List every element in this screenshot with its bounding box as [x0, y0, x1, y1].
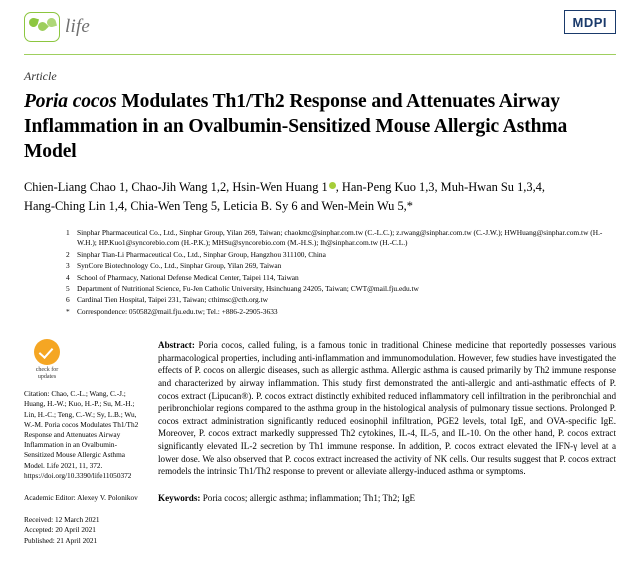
paper-page [0, 10, 640, 578]
affiliation-marker: 2 [66, 249, 70, 259]
page-title [24, 89, 616, 164]
affiliation-item [66, 295, 616, 305]
affiliation-text: SynCore Biotechnology Co., Ltd., Sinphar Group, Yilan 269, Taiwan [77, 261, 282, 271]
abstract-label: Abstract: [158, 340, 195, 351]
title-rest: Modulates Th1/Th2 Response and Attenuates Airway Inflammation in an Ovalbumin-Sensitized Mouse Allergic Asthma Model [24, 91, 568, 162]
affiliation-marker: 5 [66, 284, 70, 294]
crossmark-badge[interactable] [24, 339, 70, 381]
affiliation-marker: 6 [66, 295, 70, 305]
keywords-label: Keywords: [158, 492, 201, 503]
author-line-1b: , Han-Peng Kuo 1,3, Muh-Hwan Su 1,3,4, [335, 180, 545, 194]
author-line-2: Hang-Ching Lin 1,4, Chia-Wen Teng 5, Leticia B. Sy 6 and Wen-Mein Wu 5,* [24, 199, 413, 213]
affiliation-list [66, 228, 616, 317]
lower-content [24, 339, 616, 546]
affiliation-marker: 3 [66, 261, 70, 271]
affiliation-marker: 1 [66, 228, 70, 237]
abstract-text: Poria cocos, called fuling, is a famous tonic in traditional Chinese medicine that reportedly possesses various pharmacological properties, including anti-inflammation and immunomodulation. However, few studies have investigated the effects of P. cocos on allergic diseases, such as allergic asthma. Allergic asthma is caused primarily by Th2 immune response and characterized by airway inflammation. This study first demonstrated the anti-allergic and anti-asthmatic effects of P. cocos extract (Lipucan®). P. cocos extract distinctly exhibited reduced inflammatory cell infiltration in the peribronchial and peribronchiolar regions compared to the asthma group in the histological analysis of pulmonary tissue sections. Prolonged P. cocos extract administration significantly reduced eosinophil infiltration, PGE2 levels, total IgE, and OVA-specific IgE. Moreover, P. cocos extract markedly suppressed Th2 cytokines, IL-4, IL-5, and IL-10. On the other hand, P. cocos extract significantly elevated IL-2 secretion by Th1 immune response. In addition, P. cocos extract elevated the IFN-γ level at a lower dose. We also observed that P. cocos extract increased the activity of NK cells. Our results suggest that P. cocos extract remodels the intrinsic Th1/Th2 response to prevent or alleviate allergy-induced asthma or symptoms. [158, 340, 616, 477]
keywords-text: Poria cocos; allergic asthma; inflammation; Th1; Th2; IgE [202, 492, 416, 503]
crossmark-label-2: updates [37, 374, 57, 381]
journal-name: life [65, 16, 91, 37]
correspondence-text: Correspondence: 050582@mail.fju.edu.tw; Tel.: +886-2-2905-3633 [77, 306, 278, 316]
publisher-logo: MDPI [564, 10, 617, 34]
title-italic-part: Poria cocos [24, 91, 117, 112]
date-received: Received: 12 March 2021 [24, 515, 100, 525]
journal-logo [24, 12, 90, 42]
affiliation-item [66, 250, 616, 260]
abstract-body [158, 339, 616, 478]
affiliation-item [66, 307, 616, 317]
affiliation-text: Department of Nutritional Science, Fu-Jen Catholic University, Hsinchuang 24205, Taiwan; CWT@mail.fju.edu.tw [77, 284, 419, 294]
affiliation-text: Cardinal Tien Hospital, Taipei 231, Taiwan; cthimsc@cth.org.tw [77, 295, 268, 305]
date-accepted: Accepted: 20 April 2021 [24, 525, 96, 535]
page-header [24, 10, 616, 55]
citation-block: Citation: Chao, C.-L.; Wang, C.-J.; Huang, H.-W.; Kuo, H.-P.; Su, M.-H.; Lin, H.-C.; Teng, C.-W.; Sy, L.B.; Wu, W.-M. Poria cocos Modulates Th1/Th2 Response and Attenuates Airway Inflammation in an Ovalbumin-Sensitized Mouse Allergic Asthma Model. Life 2021, 11, 372. https://doi.org/10.3390/life11050372 [24, 389, 139, 480]
affiliation-text: Sinphar Pharmaceutical Co., Ltd., Sinphar Group, Yilan 269, Taiwan; chaokmc@sinphar.com.tw (C.-L.C.); z.rwang@sinphar.com.tw (C.-J.W.); HWHuang@sinphar.com.tw (H.-W.H.); HP.Kuo1@syncorebio.com (H.-P.K.); MHSu@syncorebio.com (M.-H.S.); lh@sinphar.com.tw (H.-C.L.) [77, 228, 603, 248]
crossmark-label-1: check for [35, 367, 59, 374]
keywords-section [158, 492, 616, 505]
affiliation-item [66, 273, 616, 283]
author-line-1: Chien-Liang Chao 1, Chao-Jih Wang 1,2, Hsin-Wen Huang 1 [24, 180, 328, 194]
affiliation-text: School of Pharmacy, National Defense Medical Center, Taipei 114, Taiwan [77, 272, 299, 282]
check-icon [34, 339, 60, 365]
affiliation-item [66, 284, 616, 294]
sidebar [24, 339, 158, 546]
affiliation-text: Sinphar Tian-Li Pharmaceutical Co., Ltd., Sinphar Group, Hangzhou 311100, China [77, 249, 326, 259]
affiliation-marker: * [66, 306, 70, 316]
affiliation-item [66, 261, 616, 271]
publication-dates [24, 515, 146, 546]
date-published: Published: 21 April 2021 [24, 535, 98, 545]
orcid-icon[interactable] [329, 182, 336, 189]
abstract-section [158, 339, 616, 546]
affiliation-item [66, 228, 616, 249]
leaf-logo-icon [24, 12, 60, 42]
article-type: Article [24, 69, 57, 83]
academic-editor: Academic Editor: Alexey V. Polonikov [24, 493, 138, 503]
author-list [24, 178, 584, 216]
affiliation-marker: 4 [66, 272, 70, 282]
